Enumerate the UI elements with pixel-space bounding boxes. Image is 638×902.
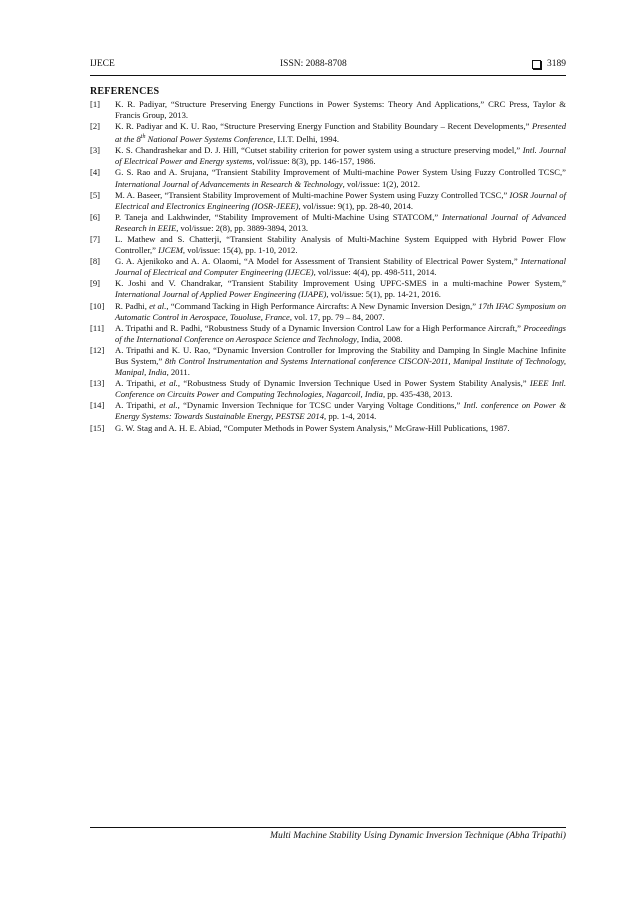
reference-text-part: , I.I.T. Delhi, 1994. <box>273 134 340 145</box>
reference-text <box>115 323 566 345</box>
reference-text-part: International Journal of Advancements in Research & Technology <box>115 178 343 189</box>
reference-text-part: , pp. 1-4, 2014. <box>324 411 377 422</box>
reference-number: [3] <box>90 145 101 156</box>
reference-text-part: , “Dynamic Inversion Technique for TCSC under Varying Voltage Conditions,” <box>177 400 464 411</box>
reference-number: [15] <box>90 422 105 433</box>
reference-text-part: 8th Control Instrumentation and Systems International conference CISCON-2011, Manipal Institute of Technology, Manipal, India <box>115 356 566 378</box>
footer-running-title: Multi Machine Stability Using Dynamic Inversion Technique (Abha Tripathi) <box>270 830 566 841</box>
reference-text-part: M. A. Baseer, “Transient Stability Improvement of Multi-machine Power System using Fuzzy Controlled TCSC,” <box>115 189 510 200</box>
reference-text <box>115 423 566 434</box>
reference-item <box>90 278 566 300</box>
page-number-block <box>532 59 566 69</box>
reference-text-part: et al. <box>149 300 167 311</box>
reference-text-part: Proceedings of the International Conference on Aerospace Science and Technology <box>115 322 566 344</box>
reference-text <box>115 400 566 422</box>
reference-number: [5] <box>90 189 101 200</box>
reference-text-part: International Journal of Electrical and Computer Engineering (IJECE) <box>115 256 566 278</box>
reference-text-part: G. W. Stag and A. H. E. Abiad, “Computer Methods in Power System Analysis,” McGraw-Hill Publications, 1987. <box>115 422 510 433</box>
reference-item <box>90 400 566 422</box>
reference-text-part: IJCEM <box>158 245 183 256</box>
reference-item <box>90 212 566 234</box>
reference-text-part: National Power Systems Conference <box>145 134 274 145</box>
reference-text-part: , “Robustness Study of Dynamic Inversion Technique Used in Power System Stability Analysis,” <box>177 378 530 389</box>
reference-text-part: et al. <box>159 400 178 411</box>
reference-number: [12] <box>90 344 105 355</box>
reference-item <box>90 345 566 378</box>
reference-text-part: th <box>140 134 146 141</box>
reference-number: [14] <box>90 400 105 411</box>
reference-text <box>115 167 566 189</box>
reference-text-part: Intl. conference on Power & Energy Systems: Towards Sustainable Energy, PESTSE 2014 <box>115 400 567 422</box>
reference-text-part: , “Command Tacking in High Performance Aircrafts: A New Dynamic Inversion Design,” <box>166 300 479 311</box>
reference-text-part: IOSR Journal of Electrical and Electronics Engineering (IOSR-JEEE) <box>115 189 566 211</box>
reference-text-part: K. R. Padiyar and K. U. Rao, “Structure Preserving Energy Function and Stability Boundary – Recent Developments,” <box>115 121 532 132</box>
reference-item <box>90 323 566 345</box>
reference-text-part: A. Tripathi, <box>115 378 160 389</box>
reference-item <box>90 301 566 323</box>
reference-item <box>90 145 566 167</box>
reference-text-part: , pp. 435-438, 2013. <box>382 389 453 400</box>
reference-text <box>115 345 566 378</box>
reference-text-part: , vol/issue: 9(1), pp. 28-40, 2014. <box>298 200 414 211</box>
reference-number: [10] <box>90 300 105 311</box>
reference-text-part: K. Joshi and V. Chandrakar, “Transient Stability Improvement Using UPFC-SMES in a multi-machine Power System,” <box>115 278 566 289</box>
reference-text-part: , vol/issue: 1(2), 2012. <box>342 178 420 189</box>
reference-number: [9] <box>90 278 101 289</box>
reference-number: [1] <box>90 99 101 109</box>
reference-text-part: G. S. Rao and A. Srujana, “Transient Stability Improvement of Multi-machine Power System Using Fuzzy Controlled TCSC,” <box>115 167 566 178</box>
reference-item <box>90 234 566 256</box>
reference-text-part: , vol/issue: 15(4), pp. 1-10, 2012. <box>182 245 298 256</box>
reference-text-part: , vol/issue: 4(4), pp. 498-511, 2014. <box>313 267 437 278</box>
reference-item <box>90 167 566 189</box>
page-number: 3189 <box>547 59 566 69</box>
references-list <box>90 99 566 434</box>
reference-text <box>115 145 566 167</box>
reference-item <box>90 423 566 434</box>
reference-number: [8] <box>90 256 101 267</box>
reference-text-part: et al. <box>159 378 178 389</box>
reference-text <box>115 301 566 323</box>
references-heading: REFERENCES <box>90 86 160 97</box>
reference-text-part: K. S. Chandrashekar and D. J. Hill, “Cutset stability criterion for power system using a structure preserving model,” <box>115 145 523 156</box>
reference-text-part: IEEE Intl. Conference on Circuits Power and Computing Technologies, Nagarcoil, India <box>115 378 566 400</box>
reference-text-part: , vol. 17, pp. 79 – 84, 2007. <box>289 311 385 322</box>
journal-name: IJECE <box>90 59 115 69</box>
header-rule <box>90 75 566 76</box>
reference-text <box>115 378 566 400</box>
reference-text-part: P. Taneja and Lakhwinder, “Stability Improvement of Multi-Machine Using STATCOM,” <box>115 211 442 222</box>
reference-item <box>90 190 566 212</box>
reference-number: [11] <box>90 322 104 333</box>
reference-number: [2] <box>90 121 101 132</box>
reference-text <box>115 278 566 300</box>
reference-text <box>115 121 566 145</box>
reference-text <box>115 212 566 234</box>
reference-text-part: , vol/issue: 5(1), pp. 14-21, 2016. <box>326 289 441 300</box>
footer-rule <box>90 827 566 828</box>
reference-text-part: L. Mathew and S. Chatterji, “Transient Stability Analysis of Multi-Machine System Equipped with Hybrid Power Flow Controller,” <box>115 233 566 256</box>
reference-text-part: International Journal of Advanced Research in EEIE <box>115 211 566 233</box>
reference-number: [4] <box>90 167 101 178</box>
reference-text <box>115 99 566 121</box>
reference-text-part: R. Padhi, <box>115 300 150 311</box>
reference-text-part: International Journal of Applied Power Engineering (IJAPE) <box>115 289 327 300</box>
issn-label: ISSN: 2088-8708 <box>280 59 347 69</box>
reference-text-part: A. Tripathi and R. Padhi, “Robustness Study of a Dynamic Inversion Control Law for a High Performance Aircraft,” <box>115 322 524 333</box>
reference-number: [13] <box>90 378 105 389</box>
reference-number: [7] <box>90 233 101 244</box>
reference-item <box>90 378 566 400</box>
reference-text-part: A. Tripathi, <box>115 400 160 411</box>
square-box-icon <box>532 60 541 69</box>
reference-text <box>115 234 566 256</box>
reference-text <box>115 190 566 212</box>
reference-text-part: , vol/issue: 8(3), pp. 146-157, 1986. <box>252 156 376 167</box>
reference-text <box>115 256 566 278</box>
reference-text-part: , vol/issue: 2(8), pp. 3889-3894, 2013. <box>176 222 309 233</box>
reference-text-part: Intl. Journal of Electrical Power and Energy systems <box>115 145 566 167</box>
reference-text-part: A. Tripathi and K. U. Rao, “Dynamic Inversion Controller for Improving the Stability and Damping In Single Machine Infinite Bus System,” <box>115 344 566 367</box>
reference-text-part: , India, 2008. <box>356 333 403 344</box>
reference-text-part: G. A. Ajenikoko and A. A. Olaomi, “A Model for Assessment of Transient Stability of Electrical Power System,” <box>115 256 521 267</box>
reference-item <box>90 99 566 121</box>
reference-text-part: Presented at the 8 <box>115 121 566 145</box>
reference-item <box>90 121 566 145</box>
reference-item <box>90 256 566 278</box>
reference-text-part: 17th IFAC Symposium on Automatic Control in Aerospace, Touoluse, France <box>115 300 566 322</box>
page-header <box>90 59 566 73</box>
reference-text-part: K. R. Padiyar, “Structure Preserving Energy Functions in Power Systems: Theory And Applications,” CRC Press, Taylor & Francis Group, 2013. <box>115 99 566 121</box>
reference-text-part: , 2011. <box>166 367 190 378</box>
reference-number: [6] <box>90 211 101 222</box>
